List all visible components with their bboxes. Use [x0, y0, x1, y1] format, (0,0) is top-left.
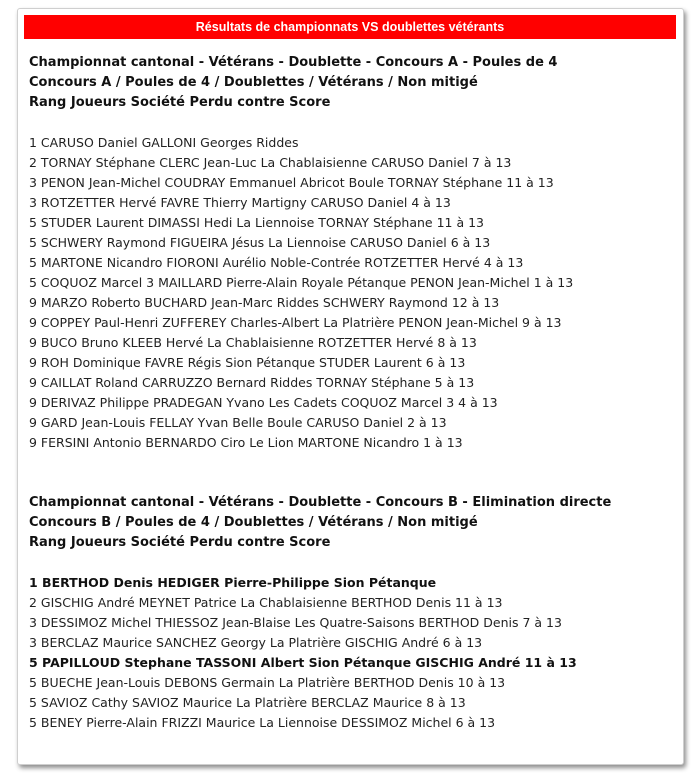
result-row: 3 PENON Jean-Michel COUDRAY Emmanuel Abricot Boule TORNAY Stéphane 11 à 13	[29, 175, 554, 190]
result-row: 2 GISCHIG André MEYNET Patrice La Chablaisienne BERTHOD Denis 11 à 13	[29, 595, 503, 610]
result-row: 9 BUCO Bruno KLEEB Hervé La Chablaisienne ROTZETTER Hervé 8 à 13	[29, 335, 477, 350]
spacer	[29, 553, 675, 573]
results-section-concours-b	[29, 493, 675, 733]
result-row: 5 BENEY Pierre-Alain FRIZZI Maurice La Liennoise DESSIMOZ Michel 6 à 13	[29, 715, 496, 730]
results-card	[17, 8, 684, 765]
section-subtitle: Concours A / Poules de 4 / Doublettes / Vétérans / Non mitigé	[29, 75, 478, 90]
results-section-concours-a	[29, 53, 675, 453]
result-row: 9 GARD Jean-Louis FELLAY Yvan Belle Boule CARUSO Daniel 2 à 13	[29, 415, 447, 430]
results-title: Résultats de championnats VS doublettes vétérants	[24, 15, 676, 39]
section-spacer	[29, 453, 675, 493]
result-row: 5 COQUOZ Marcel 3 MAILLARD Pierre-Alain Royale Pétanque PENON Jean-Michel 1 à 13	[29, 275, 574, 290]
result-row: 5 STUDER Laurent DIMASSI Hedi La Liennoise TORNAY Stéphane 11 à 13	[29, 215, 484, 230]
result-row: 3 DESSIMOZ Michel THIESSOZ Jean-Blaise Les Quatre-Saisons BERTHOD Denis 7 à 13	[29, 615, 562, 630]
section-subtitle: Concours B / Poules de 4 / Doublettes / Vétérans / Non mitigé	[29, 515, 478, 530]
result-row: 3 BERCLAZ Maurice SANCHEZ Georgy La Platrière GISCHIG André 6 à 13	[29, 635, 483, 650]
results-content	[29, 53, 675, 733]
result-row: 5 MARTONE Nicandro FIORONI Aurélio Noble-Contrée ROTZETTER Hervé 4 à 13	[29, 255, 524, 270]
result-row: 9 COPPEY Paul-Henri ZUFFEREY Charles-Albert La Platrière PENON Jean-Michel 9 à 13	[29, 315, 562, 330]
result-row: 3 ROTZETTER Hervé FAVRE Thierry Martigny CARUSO Daniel 4 à 13	[29, 195, 451, 210]
result-row: 1 CARUSO Daniel GALLONI Georges Riddes	[29, 135, 299, 150]
result-row: 9 ROH Dominique FAVRE Régis Sion Pétanque STUDER Laurent 6 à 13	[29, 355, 466, 370]
result-row: 9 DERIVAZ Philippe PRADEGAN Yvano Les Cadets COQUOZ Marcel 3 4 à 13	[29, 395, 498, 410]
result-row: 9 MARZO Roberto BUCHARD Jean-Marc Riddes SCHWERY Raymond 12 à 13	[29, 295, 500, 310]
column-headers: Rang Joueurs Société Perdu contre Score	[29, 535, 331, 550]
result-row: 2 TORNAY Stéphane CLERC Jean-Luc La Chablaisienne CARUSO Daniel 7 à 13	[29, 155, 512, 170]
result-row: 9 CAILLAT Roland CARRUZZO Bernard Riddes TORNAY Stéphane 5 à 13	[29, 375, 475, 390]
result-row: 5 SAVIOZ Cathy SAVIOZ Maurice La Platrière BERCLAZ Maurice 8 à 13	[29, 695, 466, 710]
column-headers: Rang Joueurs Société Perdu contre Score	[29, 95, 331, 110]
spacer	[29, 113, 675, 133]
result-row: 5 SCHWERY Raymond FIGUEIRA Jésus La Liennoise CARUSO Daniel 6 à 13	[29, 235, 491, 250]
result-row: 5 PAPILLOUD Stephane TASSONI Albert Sion Pétanque GISCHIG André 11 à 13	[29, 655, 577, 670]
result-row: 5 BUECHE Jean-Louis DEBONS Germain La Platrière BERTHOD Denis 10 à 13	[29, 675, 506, 690]
section-title: Championnat cantonal - Vétérans - Doublette - Concours B - Elimination directe	[29, 495, 612, 510]
section-title: Championnat cantonal - Vétérans - Doublette - Concours A - Poules de 4	[29, 55, 558, 70]
result-row: 1 BERTHOD Denis HEDIGER Pierre-Philippe Sion Pétanque	[29, 575, 437, 590]
result-row: 9 FERSINI Antonio BERNARDO Ciro Le Lion MARTONE Nicandro 1 à 13	[29, 435, 463, 450]
